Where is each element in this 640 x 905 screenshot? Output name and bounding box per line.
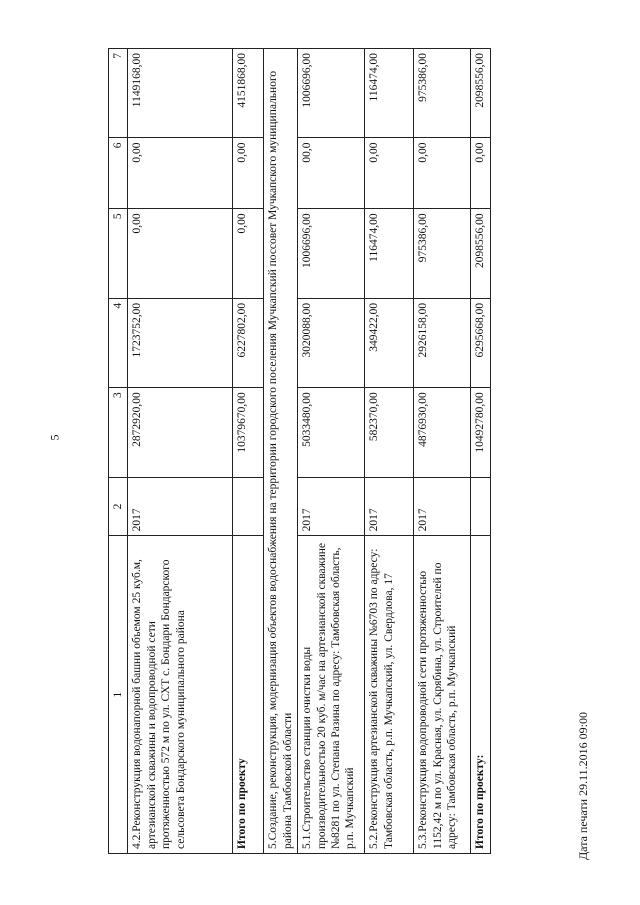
total-col5: 2098556,00 — [471, 209, 490, 298]
total-col6: 0,00 — [471, 138, 490, 209]
total-year — [233, 477, 264, 536]
item-total-cost: 582370,00 — [365, 388, 414, 477]
total-col5: 0,00 — [233, 209, 264, 298]
table-row-total — [233, 49, 264, 854]
print-date: Дата печати 29.11.2016 09:00 — [576, 712, 590, 860]
total-col4: 6295668,00 — [471, 298, 490, 387]
header-cell: 7 — [109, 49, 128, 138]
item-col5: 975386,00 — [414, 209, 471, 298]
header-cell: 4 — [109, 298, 128, 387]
item-col6: 0,00 — [414, 138, 471, 209]
item-col7: 1149168,00 — [128, 49, 233, 138]
item-name: 4.2.Реконструкция водонапорной башни объемом 25 куб.м, артезианской скважины и водопроводной сети протяженностью 572 м по ул. СХТ с. Бондари Бондарского сельсовета Бондарского муниципального района — [128, 536, 233, 854]
item-col4: 2926158,00 — [414, 298, 471, 387]
item-total-cost: 5033480,00 — [298, 388, 365, 477]
header-cell: 3 — [109, 388, 128, 477]
item-col4: 3020088,00 — [298, 298, 365, 387]
header-cell: 2 — [109, 477, 128, 536]
item-col7: 975386,00 — [414, 49, 471, 138]
item-col7: 1006696,00 — [298, 49, 365, 138]
item-col6: 00,0 — [298, 138, 365, 209]
item-year: 2017 — [128, 477, 233, 536]
total-label: Итого по проекту: — [471, 536, 490, 854]
item-col5: 116474,00 — [365, 209, 414, 298]
item-year: 2017 — [365, 477, 414, 536]
header-cell: 6 — [109, 138, 128, 209]
table-header-row — [109, 49, 128, 854]
item-col6: 0,00 — [128, 138, 233, 209]
total-label: Итого по проекту — [233, 536, 264, 854]
item-name: 5.2.Реконструкция артезианской скважины №6703 по адресу: Тамбовская область, р.п. Мучкапский, ул. Свердлова, 17 — [365, 536, 414, 854]
item-col5: 0,00 — [128, 209, 233, 298]
item-year: 2017 — [414, 477, 471, 536]
budget-table — [108, 48, 491, 854]
total-col7: 4151868,00 — [233, 49, 264, 138]
total-col4: 6227802,00 — [233, 298, 264, 387]
item-col4: 349422,00 — [365, 298, 414, 387]
table-row — [414, 49, 471, 854]
item-year: 2017 — [298, 477, 365, 536]
table-row — [128, 49, 233, 854]
item-total-cost: 4876930,00 — [414, 388, 471, 477]
header-cell: 1 — [109, 536, 128, 854]
item-total-cost: 2872920,00 — [128, 388, 233, 477]
section-heading: 5.Создание, реконструкция, модернизация объектов водоснабжения на территории городского поселения Мучкапский поссовет Мучкапского муниципального района Тамбовской области — [264, 49, 298, 854]
table-row — [298, 49, 365, 854]
item-col4: 1723752,00 — [128, 298, 233, 387]
total-col6: 0,00 — [233, 138, 264, 209]
item-name: 5.1.Строительство станции очистки воды производительностью 20 куб. м/час на артезианской скважине №8281 по ул. Степана Разина по адресу: Тамбовская область, р.п. Мучкапский — [298, 536, 365, 854]
table-row — [365, 49, 414, 854]
table-row-section — [264, 49, 298, 854]
header-cell: 5 — [109, 209, 128, 298]
item-name: 5.3.Реконструкция водопроводной сети протяженностью 1152,42 м по ул. Красная, ул. Скрябина, ул. Строителей по адресу: Тамбовская область, р.п. Мучкапский — [414, 536, 471, 854]
item-col5: 1006696,00 — [298, 209, 365, 298]
total-col3: 10379670,00 — [233, 388, 264, 477]
table-row-total — [471, 49, 490, 854]
total-col7: 2098556,00 — [471, 49, 490, 138]
item-col6: 0,00 — [365, 138, 414, 209]
item-col7: 116474,00 — [365, 49, 414, 138]
page-number: 5 — [47, 434, 62, 441]
total-year — [471, 477, 490, 536]
budget-table-container — [108, 48, 491, 854]
total-col3: 10492780,00 — [471, 388, 490, 477]
